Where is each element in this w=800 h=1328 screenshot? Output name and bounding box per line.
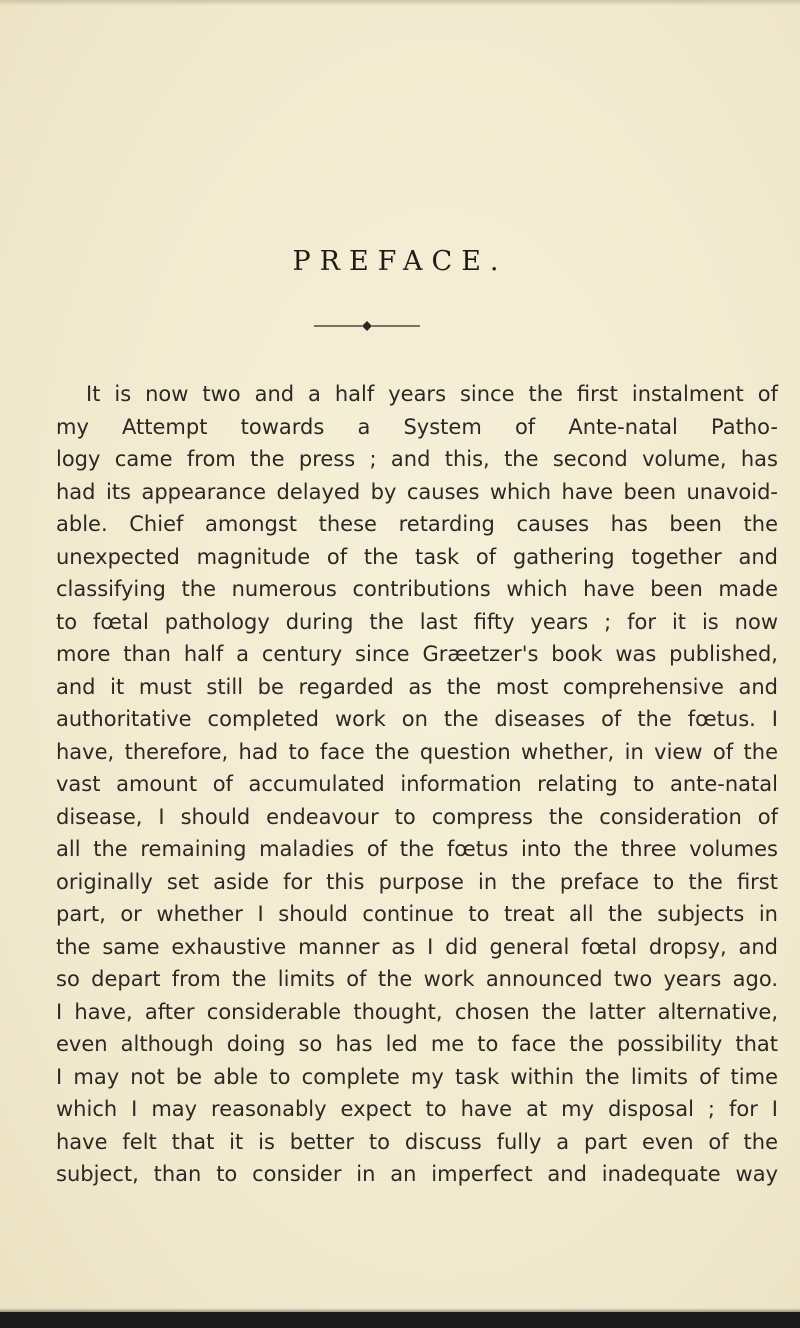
text-line: unexpected magnitude of the task of gathering together and	[56, 544, 778, 569]
page-heading: PREFACE.	[292, 246, 508, 277]
text-line: to fœtal pathology during the last fifty years ; for it is now	[56, 609, 778, 634]
text-line: part, or whether I should continue to treat all the subjects in	[56, 902, 778, 926]
text-line: It is now two and a half years since the first instalment of	[86, 382, 778, 406]
page-top-edge	[0, 0, 800, 6]
text-line: which I may reasonably expect to have at my disposal ; for I	[56, 1097, 778, 1121]
text-line: disease, I should endeavour to compress the consideration of	[56, 804, 778, 829]
text-line: originally set aside for this purpose in the preface to the first	[56, 869, 778, 894]
text-line: more than half a century since Græetzer's book was published,	[56, 642, 778, 666]
text-line: vast amount of accumulated information relating to ante-natal	[56, 772, 778, 796]
preface-body-text	[56, 378, 778, 1191]
text-line: all the remaining maladies of the fœtus into the three volumes	[56, 837, 778, 861]
text-line: have felt that it is better to discuss fully a part even of the	[56, 1129, 778, 1154]
text-line: logy came from the press ; and this, the second volume, has	[56, 447, 778, 471]
text-line: I have, after considerable thought, chosen the latter alternative,	[56, 999, 778, 1024]
text-line: had its appearance delayed by causes which have been unavoid-	[56, 479, 778, 504]
text-line: have, therefore, had to face the question whether, in view of the	[56, 739, 778, 764]
page-bottom-edge	[0, 1312, 800, 1328]
text-line: able. Chief amongst these retarding causes has been the	[56, 512, 778, 536]
text-line: subject, than to consider in an imperfect and inadequate way	[56, 1162, 778, 1186]
divider-diamond-icon	[314, 318, 420, 334]
text-line: authoritative completed work on the diseases of the fœtus. I	[56, 707, 778, 731]
text-line: I may not be able to complete my task within the limits of time	[56, 1064, 778, 1089]
text-line: so depart from the limits of the work announced two years ago.	[56, 967, 778, 991]
text-line: and it must still be regarded as the most comprehensive and	[56, 674, 778, 699]
text-line: classifying the numerous contributions which have been made	[56, 577, 778, 601]
text-line: even although doing so has led me to face the possibility that	[56, 1032, 778, 1056]
text-line: the same exhaustive manner as I did general fœtal dropsy, and	[56, 934, 778, 959]
text-line: my Attempt towards a System of Ante-natal Patho-	[56, 414, 778, 439]
